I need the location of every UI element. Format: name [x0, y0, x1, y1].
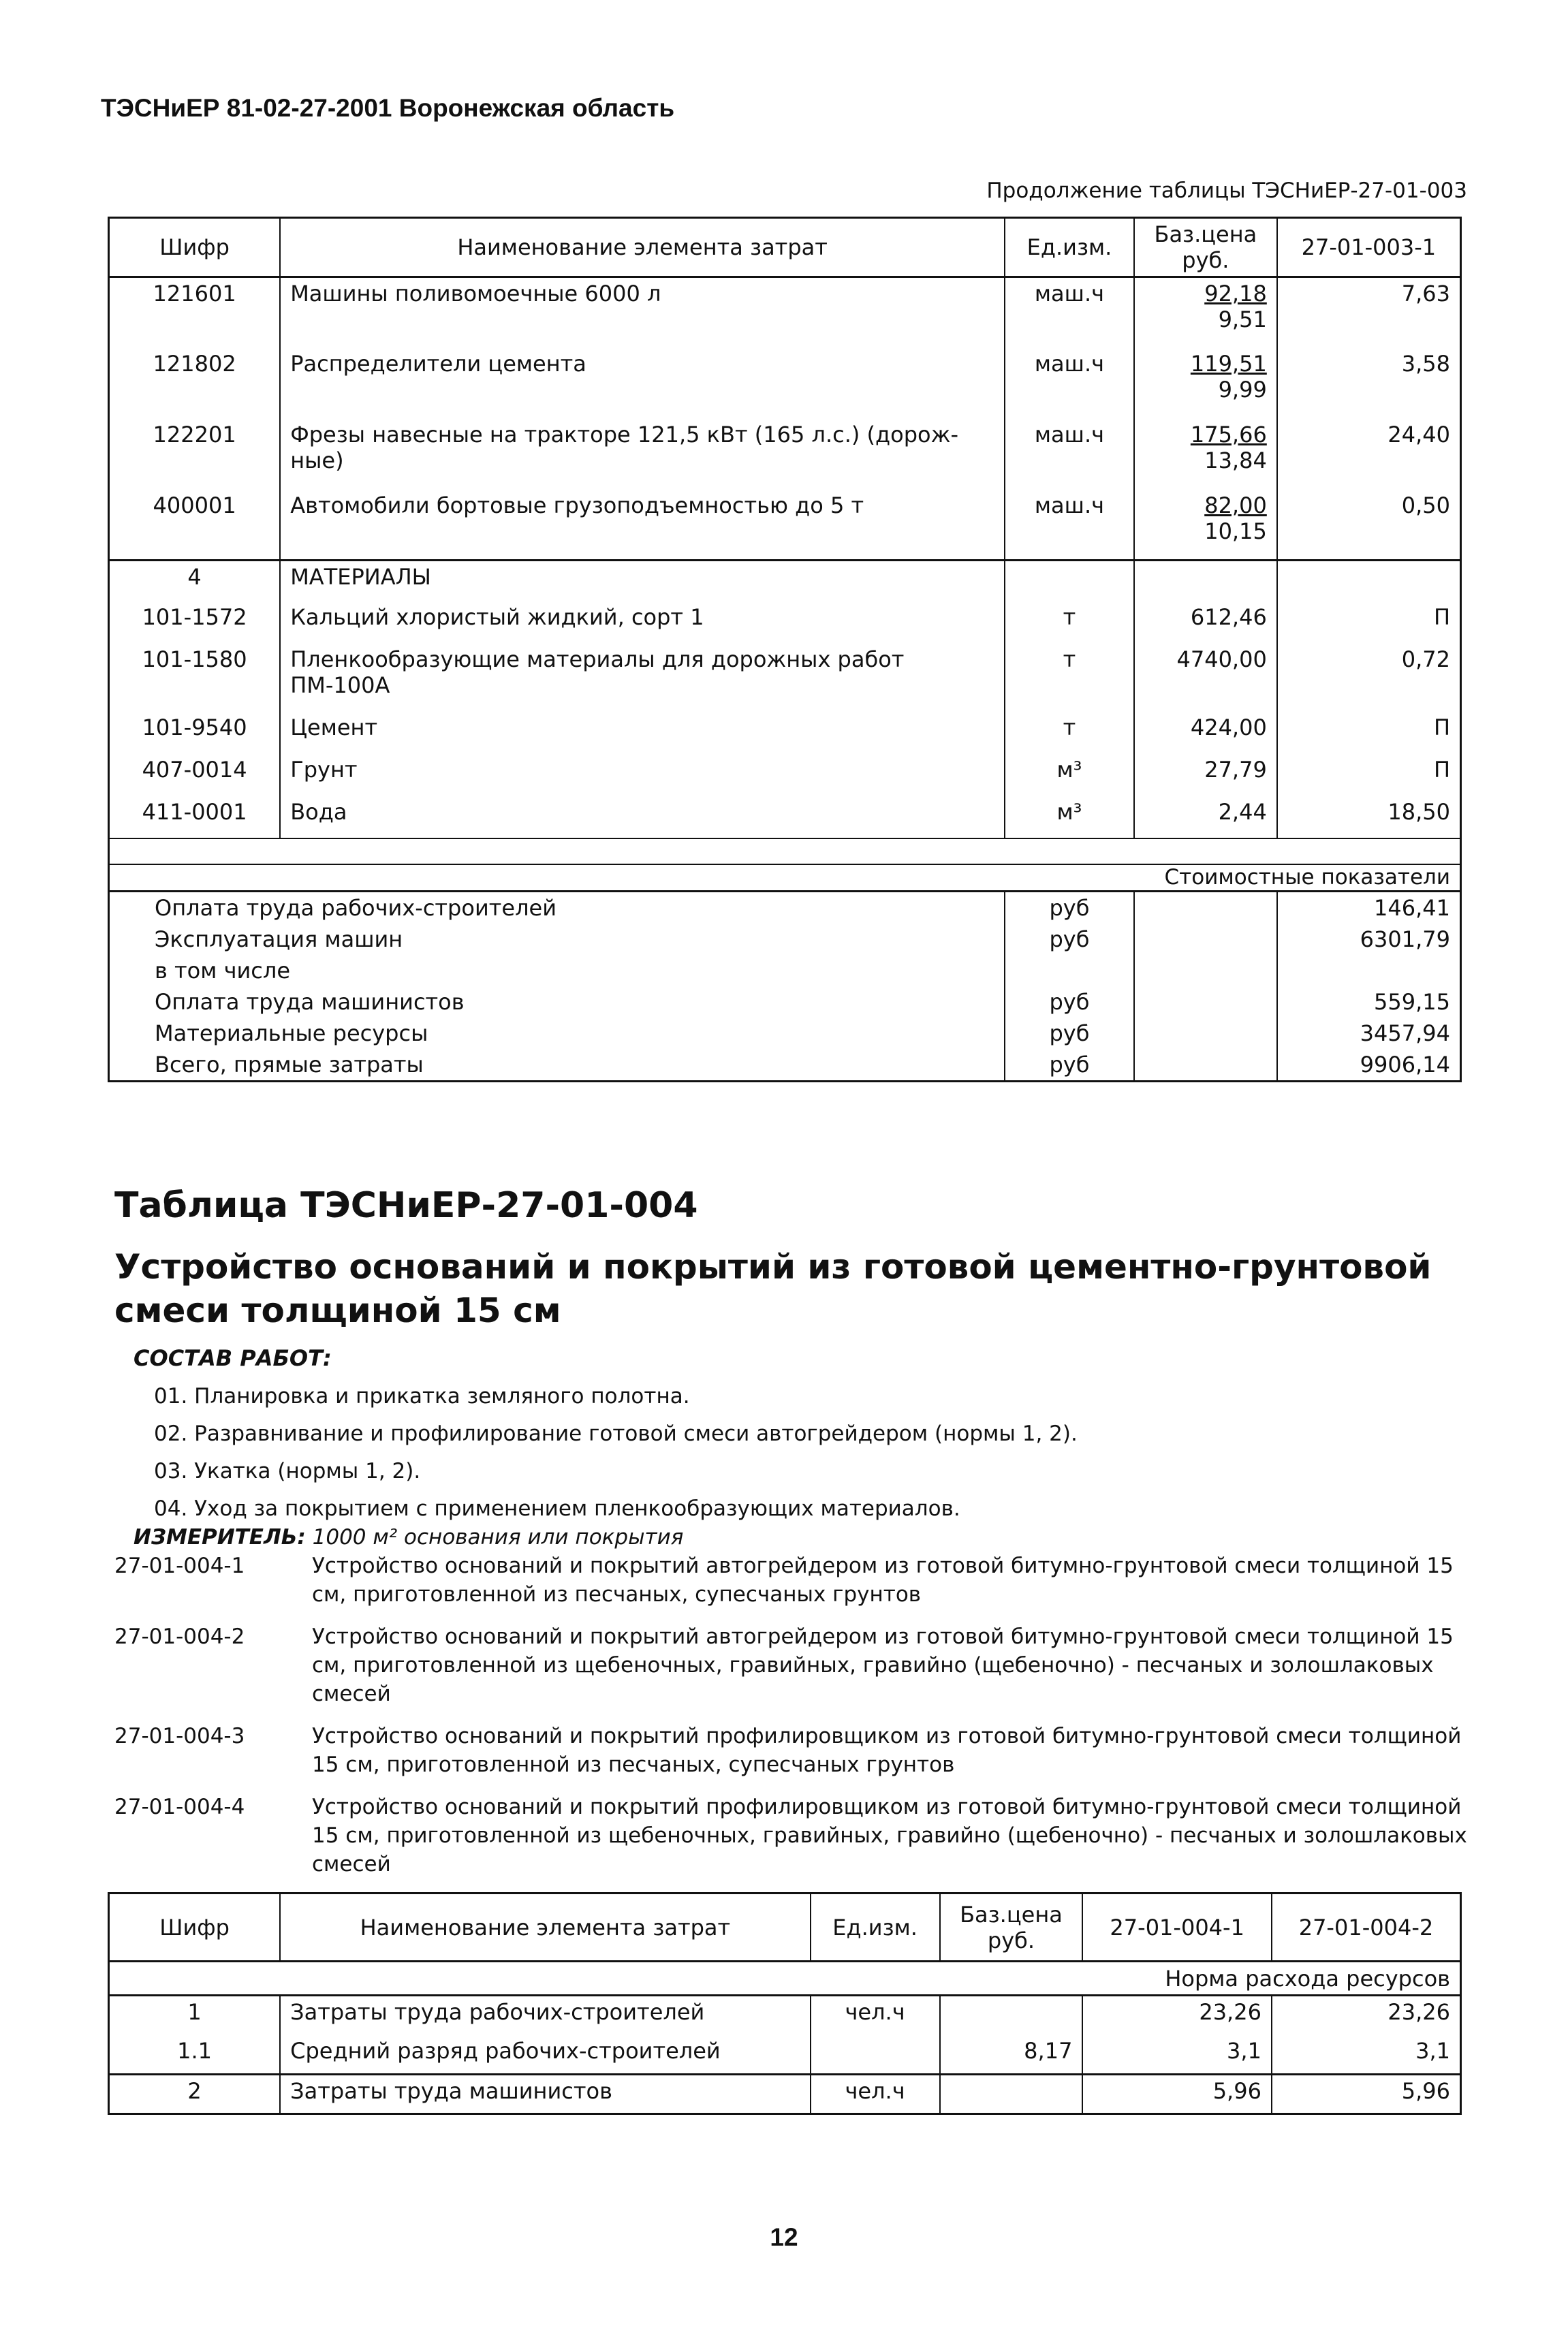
row-norm-2: 5,96: [1272, 2075, 1461, 2114]
row-name: Вода: [280, 796, 1005, 838]
work-item: 03. Укатка (нормы 1, 2).: [154, 1459, 421, 1483]
table-row: [109, 277, 1461, 348]
price-wage: 13,84: [1204, 447, 1267, 473]
cost-unit: руб: [1005, 892, 1134, 924]
variant-code: 27-01-004-4: [114, 1795, 245, 1819]
work-item: 01. Планировка и прикатка земляного полотна.: [154, 1384, 690, 1409]
row-code: 411-0001: [109, 796, 281, 838]
measurement-value: 1000 м² основания или покрытия: [312, 1525, 684, 1550]
row-unit: чел.ч: [811, 2075, 940, 2114]
row-price: [940, 1996, 1083, 2035]
table-continuation-caption: Продолжение таблицы ТЭСНиЕР-27-01-003: [986, 178, 1467, 203]
col-header-name: Наименование элемента затрат: [280, 1894, 810, 1962]
row-code: 121601: [109, 277, 281, 348]
row-norm: П: [1277, 754, 1461, 796]
empty-cell: [1134, 955, 1277, 986]
row-name: Средний разряд рабочих-строителей: [280, 2035, 810, 2075]
norm-heading: Норма расхода ресурсов: [1082, 1962, 1460, 1996]
section-row: [109, 561, 1461, 601]
price-base: 175,66: [1190, 421, 1267, 447]
empty-cell: [1005, 561, 1134, 601]
spacer-cell: [109, 838, 1461, 864]
empty-cell: [1134, 924, 1277, 955]
row-price: 4740,00: [1134, 644, 1277, 712]
row-norm-2: 23,26: [1272, 1996, 1461, 2035]
row-unit: м³: [1005, 754, 1134, 796]
col-header-name: Наименование элемента затрат: [280, 218, 1005, 277]
cost-row: [109, 924, 1461, 955]
row-norm: 0,72: [1277, 644, 1461, 712]
row-code: 101-1580: [109, 644, 281, 712]
row-name: Затраты труда машинистов: [280, 2075, 810, 2114]
work-composition-heading: СОСТАВ РАБОТ:: [134, 1345, 332, 1371]
col-header-code: Шифр: [109, 218, 281, 277]
work-item: 02. Разравнивание и профилирование готовой смеси автогрейдером (нормы 1, 2).: [154, 1421, 1078, 1446]
cost-name: Оплата труда рабочих-строителей: [109, 892, 1005, 924]
row-unit: т: [1005, 644, 1134, 712]
row-code: 407-0014: [109, 754, 281, 796]
variant-code: 27-01-004-1: [114, 1554, 245, 1578]
section-title: Таблица ТЭСНиЕР-27-01-004: [114, 1185, 698, 1226]
variant-description: Устройство оснований и покрытий профилировщиком из готовой битумно-грунтовой смеси толщиной 15 см, приготовленной из щебеночных, гравийных, гравийно (щебеночно) - песчаных и золошлаковых смесей: [312, 1795, 1467, 1876]
col-header-unit: Ед.изм.: [1005, 218, 1134, 277]
measurement-unit: [134, 1525, 683, 1550]
row-unit: чел.ч: [811, 1996, 940, 2035]
row-code: 400001: [109, 490, 281, 561]
empty-cell: [109, 864, 1134, 892]
cost-row: [109, 986, 1461, 1018]
price-wage: 9,51: [1218, 307, 1267, 332]
row-norm: 7,63: [1277, 277, 1461, 348]
measurement-label: ИЗМЕРИТЕЛЬ:: [134, 1525, 306, 1550]
row-code: 122201: [109, 419, 281, 490]
row-price: [1134, 277, 1277, 348]
empty-cell: [1134, 1049, 1277, 1082]
empty-cell: [1134, 561, 1277, 601]
row-norm: 24,40: [1277, 419, 1461, 490]
table-row: [109, 2075, 1461, 2114]
table-row: [109, 712, 1461, 754]
cost-value: 9906,14: [1277, 1049, 1461, 1082]
cost-value: 146,41: [1277, 892, 1461, 924]
table-row: [109, 2035, 1461, 2075]
row-code: 121802: [109, 348, 281, 419]
row-norm-1: 5,96: [1082, 2075, 1272, 2114]
resource-table-27-01-004: [108, 1892, 1462, 2115]
row-price: [1134, 348, 1277, 419]
table-row: [109, 348, 1461, 419]
row-name: Грунт: [280, 754, 1005, 796]
col-header-norm-1: 27-01-004-1: [1082, 1894, 1272, 1962]
price-wage: 9,99: [1218, 376, 1267, 403]
row-name: Машины поливомоечные 6000 л: [280, 277, 1005, 348]
row-unit: м³: [1005, 796, 1134, 838]
cost-unit: руб: [1005, 1018, 1134, 1049]
cost-row: [109, 955, 1461, 986]
row-name: Пленкообразующие материалы для дорожных работ ПМ-100А: [280, 644, 1005, 712]
row-price: 424,00: [1134, 712, 1277, 754]
row-norm: П: [1277, 712, 1461, 754]
variant-item: [114, 1722, 1470, 1779]
cost-unit: [1005, 955, 1134, 986]
col-header-norm: 27-01-003-1: [1277, 218, 1461, 277]
cost-name: Материальные ресурсы: [109, 1018, 1005, 1049]
variant-description: Устройство оснований и покрытий автогрейдером из готовой битумно-грунтовой смеси толщиной 15 см, приготовленной из песчаных, супесчаных грунтов: [312, 1554, 1454, 1607]
row-price: [1134, 490, 1277, 561]
row-price: 612,46: [1134, 601, 1277, 644]
table-row: [109, 754, 1461, 796]
variant-description: Устройство оснований и покрытий профилировщиком из готовой битумно-грунтовой смеси толщиной 15 см, приготовленной из песчаных, супесчаных грунтов: [312, 1724, 1462, 1777]
spacer-row: [109, 838, 1461, 864]
cost-row: [109, 1049, 1461, 1082]
variant-item: [114, 1552, 1470, 1609]
col-header-price: Баз.цена руб.: [940, 1894, 1083, 1962]
row-norm: 3,58: [1277, 348, 1461, 419]
row-code: 101-1572: [109, 601, 281, 644]
section-name: МАТЕРИАЛЫ: [280, 561, 1005, 601]
variant-item: [114, 1622, 1470, 1708]
row-code: 1.1: [109, 2035, 281, 2075]
row-code: 1: [109, 1996, 281, 2035]
row-price: 8,17: [940, 2035, 1083, 2075]
empty-cell: [1277, 561, 1461, 601]
cost-value: [1277, 955, 1461, 986]
row-unit: маш.ч: [1005, 348, 1134, 419]
col-header-code: Шифр: [109, 1894, 281, 1962]
table-row: [109, 796, 1461, 838]
cost-name: в том числе: [109, 955, 1005, 986]
empty-cell: [1134, 892, 1277, 924]
norm-heading-row: [109, 1962, 1461, 1996]
section-subtitle: Устройство оснований и покрытий из готовой цементно-грунтовой смеси толщиной 15 см: [114, 1247, 1432, 1330]
cost-heading-row: [109, 864, 1461, 892]
table-row: [109, 490, 1461, 561]
row-name: Распределители цемента: [280, 348, 1005, 419]
row-name: Автомобили бортовые грузоподъемностью до 5 т: [280, 490, 1005, 561]
cost-unit: руб: [1005, 986, 1134, 1018]
section-code: 4: [109, 561, 281, 601]
cost-value: 559,15: [1277, 986, 1461, 1018]
row-unit: маш.ч: [1005, 277, 1134, 348]
row-unit: т: [1005, 601, 1134, 644]
row-price: [940, 2075, 1083, 2114]
document-header: ТЭСНиЕР 81-02-27-2001 Воронежская область: [101, 94, 675, 122]
empty-cell: [1134, 1018, 1277, 1049]
row-price: [1134, 419, 1277, 490]
work-item: 04. Уход за покрытием с применением пленкообразующих материалов.: [154, 1496, 960, 1521]
empty-cell: [109, 1962, 1083, 1996]
variant-item: [114, 1793, 1470, 1879]
table-row: [109, 601, 1461, 644]
cost-name: Эксплуатация машин: [109, 924, 1005, 955]
empty-cell: [1134, 986, 1277, 1018]
page-number: 12: [770, 2223, 798, 2251]
col-header-price: Баз.цена руб.: [1134, 218, 1277, 277]
variant-description: Устройство оснований и покрытий автогрейдером из готовой битумно-грунтовой смеси толщиной 15 см, приготовленной из щебеночных, гравийных, гравийно (щебеночно) - песчаных и золошлаковых смесей: [312, 1624, 1454, 1706]
work-composition-list: [154, 1378, 1078, 1528]
row-norm-2: 3,1: [1272, 2035, 1461, 2075]
row-name: Кальций хлористый жидкий, сорт 1: [280, 601, 1005, 644]
table-row: [109, 1996, 1461, 2035]
price-base: 119,51: [1190, 350, 1267, 377]
cost-row: [109, 1018, 1461, 1049]
variant-code: 27-01-004-3: [114, 1724, 245, 1748]
col-header-unit: Ед.изм.: [811, 1894, 940, 1962]
row-price: 2,44: [1134, 796, 1277, 838]
price-base: 92,18: [1204, 281, 1267, 307]
row-norm-1: 23,26: [1082, 1996, 1272, 2035]
row-unit: маш.ч: [1005, 419, 1134, 490]
price-base: 82,00: [1204, 492, 1267, 518]
cost-row: [109, 892, 1461, 924]
row-name: Цемент: [280, 712, 1005, 754]
row-price: 27,79: [1134, 754, 1277, 796]
cost-unit: руб: [1005, 924, 1134, 955]
cost-name: Оплата труда машинистов: [109, 986, 1005, 1018]
variant-code: 27-01-004-2: [114, 1624, 245, 1649]
row-name: Затраты труда рабочих-строителей: [280, 1996, 810, 2035]
row-norm: П: [1277, 601, 1461, 644]
row-unit: т: [1005, 712, 1134, 754]
col-header-norm-2: 27-01-004-2: [1272, 1894, 1461, 1962]
row-unit: [811, 2035, 940, 2075]
table-row: [109, 644, 1461, 712]
cost-value: 6301,79: [1277, 924, 1461, 955]
row-code: 101-9540: [109, 712, 281, 754]
table-row: [109, 419, 1461, 490]
cost-name: Всего, прямые затраты: [109, 1049, 1005, 1082]
cost-heading: Стоимостные показатели: [1134, 864, 1461, 892]
cost-unit: руб: [1005, 1049, 1134, 1082]
cost-value: 3457,94: [1277, 1018, 1461, 1049]
row-unit: маш.ч: [1005, 490, 1134, 561]
row-name: Фрезы навесные на тракторе 121,5 кВт (165 л.с.) (дорож-ные): [280, 419, 1005, 490]
norm-variants-list: [114, 1552, 1470, 1892]
row-norm: 0,50: [1277, 490, 1461, 561]
price-wage: 10,15: [1204, 518, 1267, 544]
resource-table-27-01-003: [108, 217, 1462, 1082]
row-norm: 18,50: [1277, 796, 1461, 838]
row-code: 2: [109, 2075, 281, 2114]
row-norm-1: 3,1: [1082, 2035, 1272, 2075]
